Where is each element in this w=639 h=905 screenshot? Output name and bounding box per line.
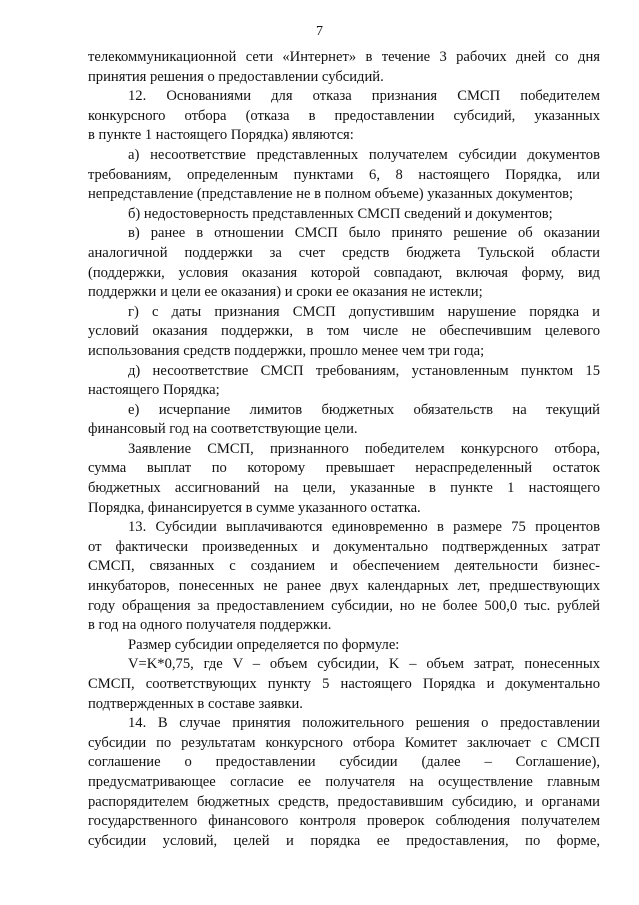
paragraph	[88, 224, 600, 302]
paragraph	[88, 362, 600, 401]
text-line: б) недостоверность представленных СМСП сведений и документов;	[128, 205, 553, 222]
text-line: СМСП, соответствующих пункту 5 настоящего Порядка и документально	[88, 676, 600, 692]
paragraph	[88, 636, 600, 656]
text-line: инкубаторов, понесенных не ранее двух календарных лет, предшествующих	[88, 578, 600, 595]
paragraph	[88, 714, 600, 851]
text-line: предусматривающее согласие ее получателя на осуществление главным	[88, 773, 600, 790]
text-line: СМСП, связанных с созданием и обеспечением деятельности бизнес-	[88, 558, 600, 575]
text-line: телекоммуникационной сети «Интернет» в течение 3 рабочих дней со дня	[88, 49, 600, 65]
text-line: условий оказания поддержки, в том числе не обеспечившим целевого	[88, 323, 600, 340]
text-line: 12. Основаниями для отказа признания СМСП победителем	[128, 88, 600, 105]
paragraph	[88, 146, 600, 205]
paragraph	[88, 48, 600, 87]
text-line: конкурсного отбора (отказа в предоставлении субсидий, указанных	[88, 107, 600, 124]
text-line: в пункте 1 настоящего Порядка) являются:	[88, 127, 354, 144]
paragraph	[88, 205, 600, 225]
paragraph	[88, 440, 600, 518]
text-line: (поддержки, условия оказания которой совпадают, включая форму, вид	[88, 264, 600, 281]
text-line: использования средств поддержки, прошло менее чем три года;	[88, 342, 485, 359]
text-line: бюджетных ассигнований на цели, указанные в пункте 1 настоящего	[88, 480, 600, 497]
text-line: д) несоответствие СМСП требованиям, установленным пунктом 15	[128, 362, 600, 379]
text-line: требованиям, определенным пунктами 6, 8 настоящего Порядка, или	[88, 166, 600, 183]
text-line: Порядка, финансируется в сумме указанного остатка.	[88, 499, 421, 516]
text-line: непредставление (представление не в полном объеме) указанных документов;	[88, 186, 574, 203]
text-line: соглашение о предоставлении субсидии (далее – Соглашение),	[88, 754, 600, 771]
text-line: государственного финансового контроля проверок соблюдения получателем	[88, 813, 600, 830]
text-line: а) несоответствие представленных получателем субсидии документов	[128, 146, 600, 163]
paragraph	[88, 401, 600, 440]
paragraph	[88, 518, 600, 636]
text-line: V=K*0,75, где V – объем субсидии, K – объем затрат, понесенных	[128, 656, 600, 673]
text-line: сумма выплат по которому превышает нераспределенный остаток	[88, 460, 600, 477]
text-line: субсидии условий, целей и порядка ее предоставления, по форме,	[88, 832, 600, 849]
text-line: настоящего Порядка;	[88, 382, 220, 399]
text-line: году обращения за предоставлением субсидии, но не более 500,0 тыс. рублей	[88, 597, 600, 614]
text-line: финансовый год на соответствующие цели.	[88, 421, 358, 438]
text-line: распорядителем бюджетных средств, предоставившим субсидию, и органами	[88, 793, 600, 810]
text-line: принятия решения о предоставлении субсидий.	[88, 68, 384, 85]
page-number: 7	[316, 24, 323, 39]
document-body	[88, 48, 600, 851]
text-line: в) ранее в отношении СМСП было принято решение об оказании	[128, 225, 600, 242]
text-line: Заявление СМСП, признанного победителем конкурсного отбора,	[128, 440, 600, 457]
text-line: е) исчерпание лимитов бюджетных обязательств на текущий	[128, 401, 600, 418]
text-line: Размер субсидии определяется по формуле:	[128, 636, 400, 653]
paragraph	[88, 303, 600, 362]
text-line: аналогичной поддержки за счет средств бюджета Тульской области	[88, 244, 600, 261]
text-line: подтвержденных в составе заявки.	[88, 695, 303, 712]
text-line: 13. Субсидии выплачиваются единовременно в размере 75 процентов	[128, 519, 600, 536]
text-line: субсидии по результатам конкурсного отбора Комитет заключает с СМСП	[88, 734, 600, 751]
text-line: 14. В случае принятия положительного решения о предоставлении	[128, 715, 600, 732]
paragraph	[88, 87, 600, 146]
text-line: г) с даты признания СМСП допустившим нарушение порядка и	[128, 303, 600, 320]
paragraph	[88, 655, 600, 714]
text-line: поддержки и цели ее оказания) и сроки ее оказания не истекли;	[88, 284, 483, 301]
text-line: от фактически произведенных и документально подтвержденных затрат	[88, 538, 600, 555]
text-line: в год на одного получателя поддержки.	[88, 617, 332, 634]
